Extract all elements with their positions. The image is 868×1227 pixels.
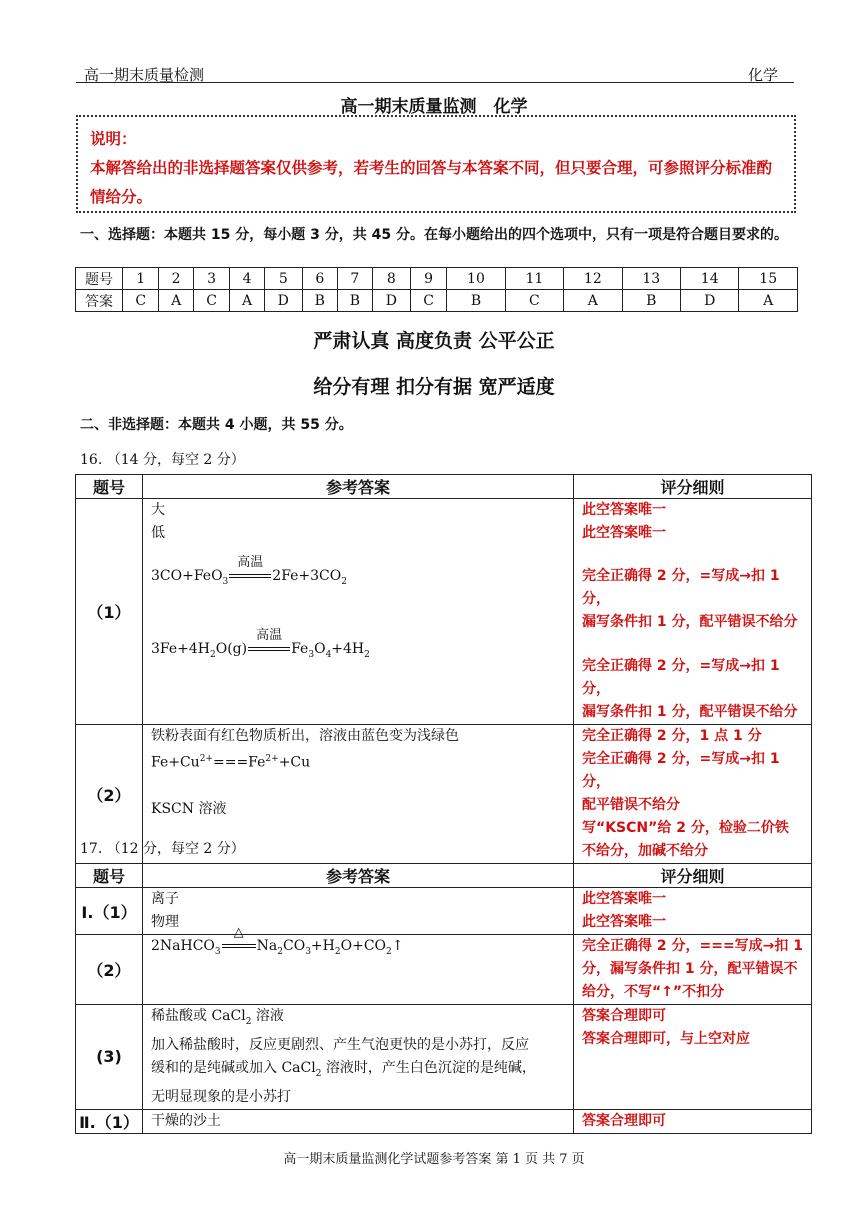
scoring-line: 此空答案唯一	[582, 914, 666, 930]
table-row	[76, 1109, 812, 1133]
mc-cell: B	[447, 290, 505, 312]
header-rule	[76, 82, 794, 83]
mc-cell: 12	[564, 268, 622, 290]
note-label: 说明：	[90, 130, 137, 148]
condition: △	[233, 925, 244, 940]
note-box	[76, 115, 796, 213]
mc-cell: B	[337, 290, 372, 312]
row-number: （2）	[76, 725, 143, 864]
scoring-line: 完全正确得 2 分，=写成→扣 1 分，	[582, 658, 780, 697]
answer-line: KSCN 溶液	[151, 800, 227, 817]
mc-cell: 10	[447, 268, 505, 290]
equation-part: Fe	[291, 640, 309, 657]
answer-cell	[143, 925, 574, 1005]
equation-line: $Fe+Cu^{2+}===Fe^{2+}+Cu$	[151, 754, 311, 771]
mc-answer-table	[75, 267, 798, 312]
header-right: 化学	[748, 66, 779, 84]
mc-cell: B	[302, 290, 337, 312]
mc-cell: 14	[681, 268, 739, 290]
row-number: （2）	[76, 935, 143, 1005]
equation-part: 3Fe+4H	[151, 640, 210, 657]
scoring-line: 完全正确得 2 分，=写成→扣 1 分，	[582, 751, 780, 790]
col-header: 评分细则	[574, 475, 812, 499]
answer-line: 低	[151, 525, 165, 541]
condition: 高温	[237, 555, 264, 570]
q17-table	[75, 863, 812, 1134]
q16-table	[75, 474, 812, 864]
mc-cell: 11	[505, 268, 563, 290]
equation-part: 2Fe+3CO	[272, 568, 342, 584]
scoring-cell	[574, 499, 812, 725]
scoring-line: 配平错误不给分	[582, 797, 680, 813]
q16-heading: 16. （14 分，每空 2 分）	[80, 452, 245, 468]
page-title: 高一期末质量监测 化学	[340, 97, 528, 117]
scoring-line: 写“KSCN”给 2 分，检验二价铁	[582, 820, 789, 836]
scoring-line: 此空答案唯一	[582, 891, 666, 907]
mc-cell: 4	[230, 268, 265, 290]
scoring-line: 答案合理即可	[582, 1008, 666, 1024]
mc-cell: A	[230, 290, 265, 312]
table-header-row	[76, 864, 812, 888]
table-row	[76, 935, 812, 1005]
mc-cell: D	[264, 290, 302, 312]
page-footer: 高一期末质量监测化学试题参考答案 第 1 页 共 7 页	[283, 1152, 585, 1167]
answer-cell	[143, 1005, 574, 1110]
mc-cell: 15	[739, 268, 798, 290]
answer-part: 溶液时，产生白色沉淀的是纯碱，	[325, 1059, 536, 1076]
mc-cell: 13	[622, 268, 680, 290]
mc-cell: 9	[410, 268, 446, 290]
scoring-line: 答案合理即可	[582, 1112, 666, 1129]
table-header-row	[76, 475, 812, 499]
mc-cell: 2	[159, 268, 194, 290]
mc-cell: 3	[193, 268, 229, 290]
row-number: (3)	[76, 1005, 143, 1110]
equation-line: $3Fe+4H_2O(g)$ 高温 $Fe_3O_4+4H_2$	[143, 638, 573, 667]
equals-sign	[229, 555, 271, 588]
answer-line: 干燥的沙土	[151, 1112, 221, 1129]
answer-line: 缓和的是纯碱或加入 CaCl$_2$ 溶液时，产生白色沉淀的是纯碱，	[151, 1059, 536, 1079]
mc-cell: 7	[337, 268, 372, 290]
mc-cell: D	[372, 290, 410, 312]
note-text: 本解答给出的非选择题答案仅供参考，若考生的回答与本答案不同，但只要合理，可参照评分标准酌情给分。	[90, 159, 773, 206]
answer-line: 离子	[151, 891, 179, 907]
scoring-line: 不给分，加碱不给分	[582, 843, 708, 859]
scoring-line: 漏写条件扣 1 分，配平错误不给分	[582, 614, 798, 630]
col-header: 题号	[76, 475, 143, 499]
mc-cell: B	[622, 290, 680, 312]
motto-2: 给分有理 扣分有据 宽严适度	[313, 376, 555, 398]
q17-heading: 17. （12 分，每空 2 分）	[80, 841, 245, 857]
mc-cell: A	[739, 290, 798, 312]
answer-cell	[143, 1109, 574, 1133]
equation-part: 3CO+Fe	[151, 568, 212, 584]
equation-part: O	[314, 640, 326, 657]
equation-part: O(g)	[215, 640, 248, 657]
scoring-cell	[574, 935, 812, 1005]
mc-cell: A	[564, 290, 622, 312]
answer-line: 铁粉表面有红色物质析出，溶液由蓝色变为浅绿色	[151, 728, 459, 744]
mc-cell: C	[505, 290, 563, 312]
mc-cell: C	[193, 290, 229, 312]
equation-line: 2NaHCO$_3$ △ $Na_2CO_3+H_2O+CO_2↑$	[143, 935, 573, 964]
row-number: Ⅰ.（1）	[76, 888, 143, 935]
answer-line: 无明显现象的是小苏打	[151, 1088, 291, 1105]
answer-line: 稀盐酸或 CaCl$_2$ 溶液	[151, 1008, 284, 1027]
scoring-line: 完全正确得 2 分，=写成→扣 1 分，	[582, 568, 780, 607]
row-number: Ⅱ.（1）	[76, 1109, 143, 1133]
table-row	[76, 1005, 812, 1110]
mc-number-row	[76, 268, 798, 290]
mc-cell: C	[410, 290, 446, 312]
equals-sign	[222, 925, 256, 958]
answer-part: 稀盐酸或 CaCl	[151, 1008, 246, 1024]
section-2-heading: 二、非选择题：本题共 4 小题，共 55 分。	[80, 417, 353, 433]
scoring-line: 分，漏写条件扣 1 分，配平错误不	[582, 961, 798, 977]
col-header: 参考答案	[143, 864, 574, 888]
scoring-cell	[574, 888, 812, 935]
answer-line: 大	[151, 502, 165, 518]
mc-cell: 1	[123, 268, 159, 290]
table-row	[76, 499, 812, 725]
col-header: 评分细则	[574, 864, 812, 888]
col-header: 参考答案	[143, 475, 574, 499]
motto-1: 严肃认真 高度负责 公平公正	[313, 330, 555, 352]
answer-line: 物理	[151, 914, 179, 930]
scoring-line: 完全正确得 2 分，===写成→扣 1	[582, 938, 804, 954]
mc-cell: C	[123, 290, 159, 312]
condition: 高温	[256, 627, 283, 643]
equals-sign	[248, 627, 290, 661]
mc-row-label: 答案	[76, 290, 123, 312]
scoring-cell	[574, 725, 812, 864]
answer-part: 缓和的是纯碱或加入 CaCl	[151, 1059, 316, 1076]
col-header: 题号	[76, 864, 143, 888]
mc-row-label: 题号	[76, 268, 123, 290]
scoring-line: 此空答案唯一	[582, 525, 666, 541]
table-row	[76, 888, 812, 935]
mc-cell: 8	[372, 268, 410, 290]
scoring-line: 答案合理即可，与上空对应	[582, 1031, 750, 1047]
header-left: 高一期末质量检测	[84, 66, 205, 84]
scoring-line: 漏写条件扣 1 分，配平错误不给分	[582, 704, 798, 720]
mc-cell: 6	[302, 268, 337, 290]
mc-cell: 5	[264, 268, 302, 290]
scoring-cell	[574, 1005, 812, 1110]
mc-cell: A	[159, 290, 194, 312]
mc-cell: D	[681, 290, 739, 312]
row-number: （1）	[76, 499, 143, 725]
scoring-line: 给分，不写“↑”不扣分	[582, 984, 725, 1000]
mc-answer-row	[76, 290, 798, 312]
scoring-line: 完全正确得 2 分，1 点 1 分	[582, 728, 762, 744]
answer-line: 加入稀盐酸时，反应更剧烈、产生气泡更快的是小苏打，反应	[151, 1036, 529, 1053]
answer-cell	[143, 888, 574, 935]
answer-cell	[143, 499, 574, 725]
equation-line: 3CO+FeO$_3$ 高温 $2Fe+3CO_2$	[143, 565, 573, 594]
scoring-cell	[574, 1109, 812, 1133]
equation-part: +4H	[331, 640, 365, 657]
section-1-heading: 一、选择题：本题共 15 分，每小题 3 分，共 45 分。在每小题给出的四个选项中，只有一项是符合题目要求的。	[80, 227, 788, 243]
scoring-line: 此空答案唯一	[582, 502, 666, 518]
